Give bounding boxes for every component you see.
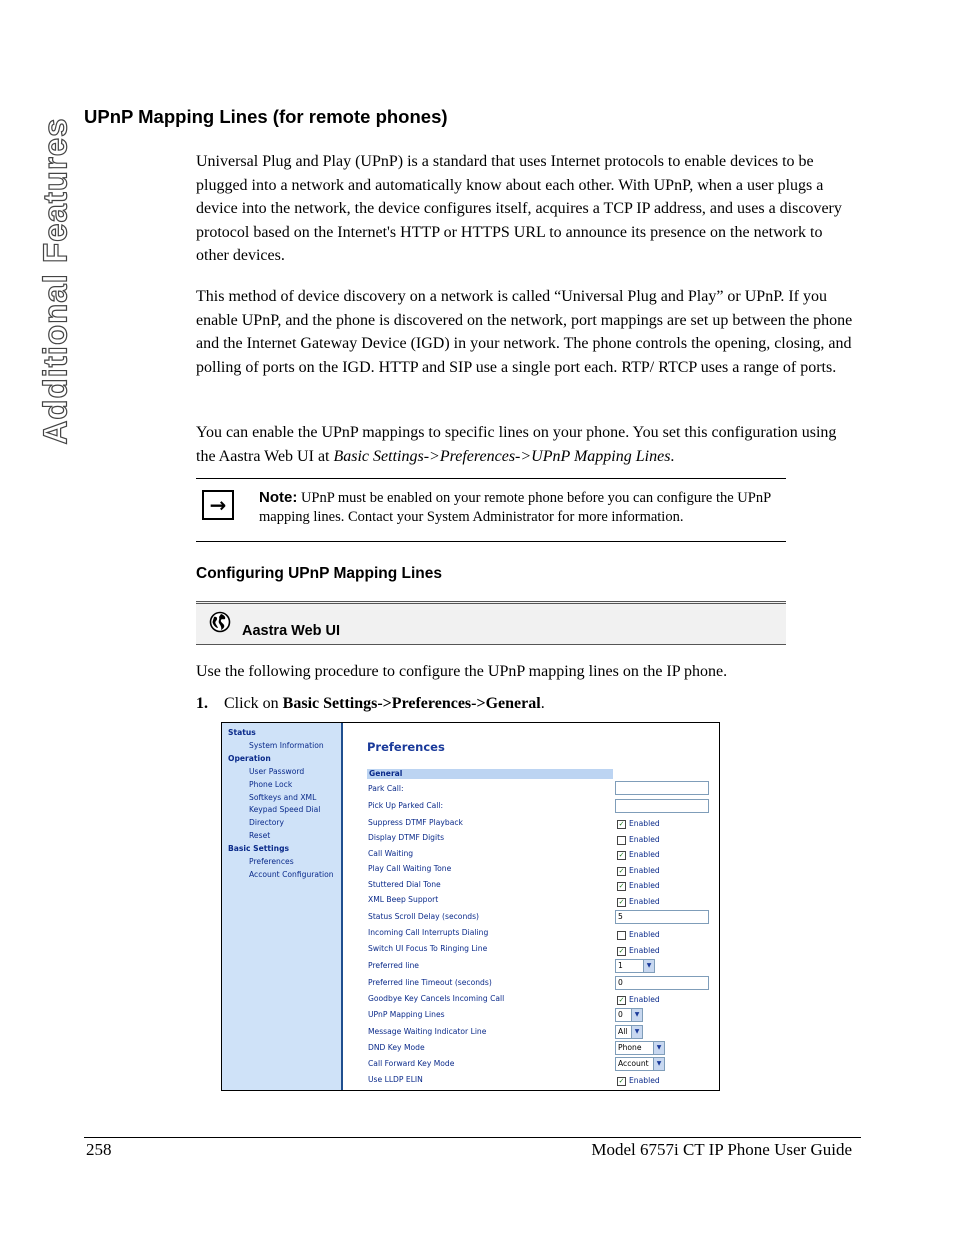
label-switch-focus: Switch UI Focus To Ringing Line	[368, 944, 488, 953]
nav-sidebar	[222, 723, 343, 1090]
preferences-title: Preferences	[367, 740, 445, 754]
label-display-dtmf: Display DTMF Digits	[368, 833, 445, 842]
stuttered-dial-tone-checkbox[interactable]	[617, 881, 660, 891]
paragraph-enable-mappings	[196, 421, 856, 468]
note-body: UPnP must be enabled on your remote phone before you can configure the UPnP mapping lines. Contact your System Administrator for more information.	[259, 490, 771, 525]
call-waiting-checkbox[interactable]	[617, 850, 660, 860]
use-lldp-elin-checkbox[interactable]	[617, 1076, 660, 1086]
checkbox-checked[interactable]: ✓	[618, 866, 625, 875]
preferred-line-timeout-input[interactable]: 0	[615, 976, 709, 990]
chevron-down-icon[interactable]: ▼	[631, 1009, 642, 1021]
checkbox-unchecked[interactable]	[617, 836, 626, 845]
chevron-down-icon[interactable]: ▼	[631, 1026, 642, 1038]
label-play-cw-tone: Play Call Waiting Tone	[368, 864, 452, 873]
cfwd-key-mode-value: Account	[618, 1059, 649, 1068]
enabled-label: Enabled	[629, 866, 660, 875]
mwi-line-select[interactable]	[615, 1025, 643, 1039]
nav-system-information[interactable]: System Information	[249, 741, 324, 750]
footer-rule	[84, 1137, 861, 1138]
general-section-bar: General	[367, 769, 613, 779]
preferred-line-value: 1	[618, 961, 623, 970]
checkbox-checked[interactable]: ✓	[618, 850, 625, 859]
checkbox-checked[interactable]: ✓	[618, 1076, 625, 1085]
nav-operation[interactable]: Operation	[228, 754, 271, 763]
preferred-line-select[interactable]	[615, 959, 655, 973]
enabled-label: Enabled	[629, 1076, 660, 1085]
label-call-waiting: Call Waiting	[368, 849, 414, 858]
p3-end: .	[670, 447, 675, 465]
step-path: Basic Settings->Preferences->General	[282, 695, 541, 712]
label-mwi-line: Message Waiting Indicator Line	[368, 1027, 487, 1036]
checkbox-unchecked[interactable]	[617, 931, 626, 940]
upnp-mapping-lines-select[interactable]	[615, 1008, 643, 1022]
nav-softkeys-xml[interactable]: Softkeys and XML	[249, 793, 317, 802]
chevron-down-icon[interactable]: ▼	[643, 960, 654, 972]
nav-user-password[interactable]: User Password	[249, 767, 305, 776]
enabled-label: Enabled	[629, 946, 660, 955]
checkbox-checked[interactable]: ✓	[618, 897, 625, 906]
chevron-down-icon[interactable]: ▼	[653, 1058, 664, 1070]
globe-icon	[209, 611, 231, 633]
step-suffix: .	[540, 695, 545, 712]
enabled-label: Enabled	[629, 881, 660, 890]
nav-account-configuration[interactable]: Account Configuration	[249, 870, 334, 879]
label-use-lldp-elin: Use LLDP ELIN	[368, 1075, 423, 1084]
chevron-down-icon[interactable]: ▼	[653, 1042, 664, 1054]
enabled-label: Enabled	[629, 897, 660, 906]
step-number: 1.	[196, 695, 208, 712]
status-scroll-delay-input[interactable]: 5	[615, 910, 709, 924]
checkbox-checked[interactable]: ✓	[618, 881, 625, 890]
play-cw-tone-checkbox[interactable]	[617, 866, 660, 876]
pick-up-parked-call-input[interactable]	[615, 799, 709, 813]
web-ui-banner	[196, 601, 786, 645]
goodbye-cancels-checkbox[interactable]	[617, 995, 660, 1005]
p3-text: You can enable the UPnP mappings to specific lines on your phone. You set this configuration using the Aastra Web UI at	[196, 424, 837, 465]
switch-focus-checkbox[interactable]	[617, 946, 660, 956]
section-heading: UPnP Mapping Lines (for remote phones)	[84, 106, 448, 127]
label-preferred-line: Preferred line	[368, 961, 419, 970]
nav-preferences[interactable]: Preferences	[249, 857, 294, 866]
label-suppress-dtmf: Suppress DTMF Playback	[368, 818, 463, 827]
label-xml-beep: XML Beep Support	[368, 895, 439, 904]
note-label: Note:	[259, 489, 298, 506]
park-call-input[interactable]	[615, 781, 709, 795]
side-tab-label: Additional Features	[37, 116, 75, 445]
nav-status[interactable]: Status	[228, 728, 256, 737]
display-dtmf-checkbox[interactable]	[617, 835, 660, 845]
nav-keypad-speed-dial[interactable]: Keypad Speed Dial	[249, 805, 321, 814]
checkbox-checked[interactable]: ✓	[618, 946, 625, 955]
procedure-intro: Use the following procedure to configure the UPnP mapping lines on the IP phone.	[196, 663, 728, 680]
label-incoming-interrupts: Incoming Call Interrupts Dialing	[368, 928, 489, 937]
guide-title: Model 6757i CT IP Phone User Guide	[591, 1140, 852, 1159]
enabled-label: Enabled	[629, 850, 660, 859]
web-ui-label: Aastra Web UI	[242, 623, 341, 639]
preferences-panel	[345, 723, 719, 1090]
nav-reset[interactable]: Reset	[249, 831, 271, 840]
label-upnp-mapping-lines: UPnP Mapping Lines	[368, 1010, 445, 1019]
note-text	[259, 488, 779, 527]
web-ui-screenshot	[221, 722, 720, 1091]
suppress-dtmf-checkbox[interactable]	[617, 819, 660, 829]
enabled-label: Enabled	[629, 995, 660, 1004]
checkbox-checked[interactable]: ✓	[618, 819, 625, 828]
step-prefix: Click on	[224, 695, 283, 712]
label-stuttered-dial-tone: Stuttered Dial Tone	[368, 880, 441, 889]
menu-path: Basic Settings->Preferences->UPnP Mapping Lines	[333, 447, 671, 465]
incoming-interrupts-checkbox[interactable]	[617, 930, 660, 940]
enabled-label: Enabled	[629, 930, 660, 939]
checkbox-checked[interactable]: ✓	[618, 995, 625, 1004]
enabled-label: Enabled	[629, 819, 660, 828]
cfwd-key-mode-select[interactable]	[615, 1057, 665, 1071]
dnd-key-mode-select[interactable]	[615, 1041, 665, 1055]
label-dnd-key-mode: DND Key Mode	[368, 1043, 425, 1052]
label-preferred-line-timeout: Preferred line Timeout (seconds)	[368, 978, 492, 987]
label-cfwd-key-mode: Call Forward Key Mode	[368, 1059, 455, 1068]
dnd-key-mode-value: Phone	[618, 1043, 642, 1052]
nav-directory[interactable]: Directory	[249, 818, 284, 827]
label-goodbye-cancels: Goodbye Key Cancels Incoming Call	[368, 994, 505, 1003]
label-pick-up-parked-call: Pick Up Parked Call:	[368, 801, 444, 810]
enabled-label: Enabled	[629, 835, 660, 844]
side-tab	[36, 108, 76, 453]
subsection-heading: Configuring UPnP Mapping Lines	[196, 565, 442, 582]
arrow-right-icon: →	[202, 490, 234, 520]
paragraph-upnp-intro: Universal Plug and Play (UPnP) is a standard that uses Internet protocols to enable devices to be plugged into a network and automatically know about each other. With UPnP, when a user plugs a device into the network, the device configures itself, acquires a TCP IP address, and uses a discovery protocol based on the Internet's HTTP or HTTPS URL to announce its presence on the network to other devices.	[196, 153, 842, 264]
xml-beep-checkbox[interactable]	[617, 897, 660, 907]
upnp-mapping-lines-value: 0	[618, 1010, 623, 1019]
page-number: 258	[86, 1140, 112, 1159]
paragraph-device-discovery: This method of device discovery on a network is called “Universal Plug and Play” or UPnP. If you enable UPnP, and the phone is discovered on the network, port mappings are set up between the phone and the Internet Gateway Device (IGD) in your network. The phone controls the opening, closing, and polling of ports on the IGD. HTTP and SIP use a single port each. RTP/ RTCP uses a range of ports.	[196, 288, 853, 376]
label-park-call: Park Call:	[368, 784, 404, 793]
step-1	[196, 695, 545, 713]
mwi-line-value: All	[618, 1027, 628, 1036]
label-status-scroll-delay: Status Scroll Delay (seconds)	[368, 912, 479, 921]
note-box	[196, 478, 786, 542]
nav-phone-lock[interactable]: Phone Lock	[249, 780, 293, 789]
nav-basic-settings[interactable]: Basic Settings	[228, 844, 290, 853]
